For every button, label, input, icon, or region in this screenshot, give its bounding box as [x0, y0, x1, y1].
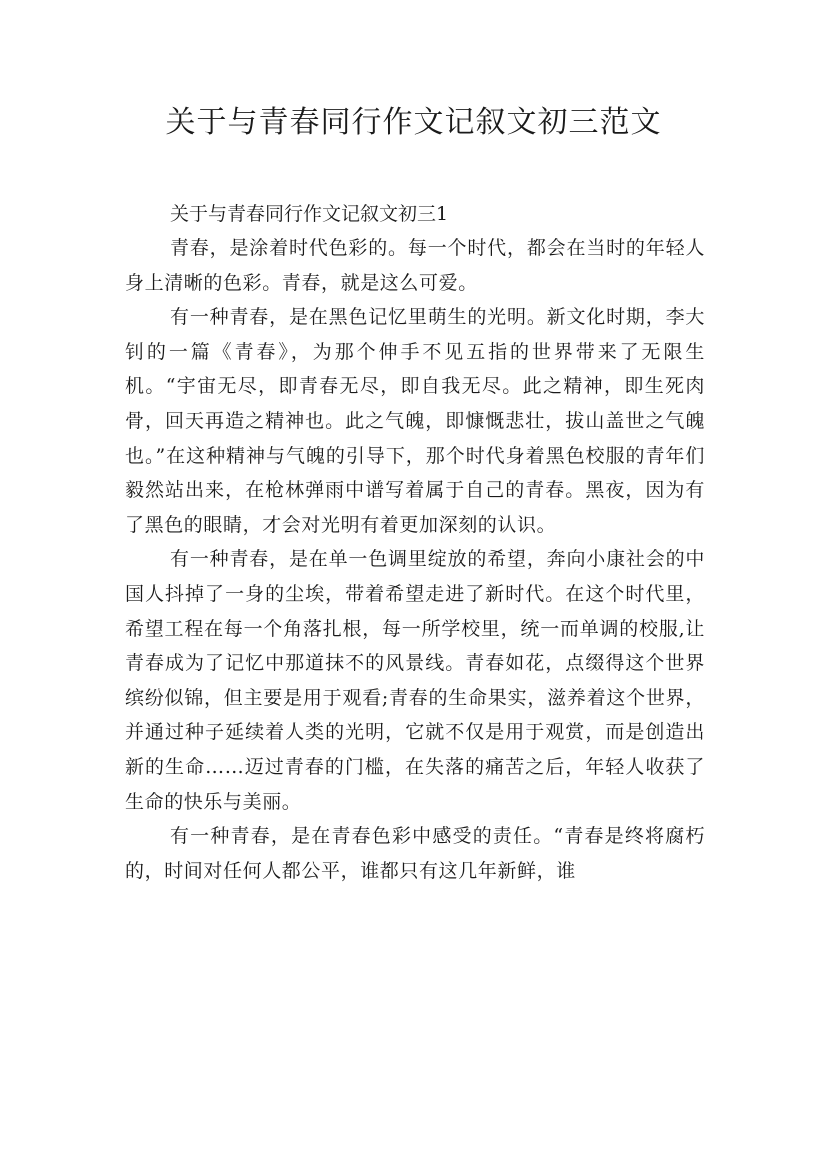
document-body	[125, 197, 705, 888]
paragraph-4: 有一种青春，是在青春色彩中感受的责任。“青春是终将腐朽的，时间对任何人都公平，谁都只有这几年新鲜，谁	[125, 825, 705, 882]
paragraph-2: 有一种青春，是在黑色记忆里萌生的光明。新文化时期，李大钊的一篇《青春》，为那个伸手不见五指的世界带来了无限生机。“宇宙无尽，即青春无尽，即自我无尽。此之精神，即生死肉骨，回天再造之精神也。此之气魄，即慷慨悲壮，拔山盖世之气魄也。”在这种精神与气魄的引导下，那个时代身着黑色校服的青年们毅然站出来，在枪林弹雨中谱写着属于自己的青春。黑夜，因为有了黑色的眼睛，才会对光明有着更加深刻的认识。	[125, 306, 705, 536]
paragraph-1: 青春，是涂着时代色彩的。每一个时代，都会在当时的年轻人身上清晰的色彩。青春，就是这么可爱。	[125, 237, 705, 294]
paragraph-3: 有一种青春，是在单一色调里绽放的希望，奔向小康社会的中国人抖掉了一身的尘埃，带着希望走进了新时代。在这个时代里，希望工程在每一个角落扎根，每一所学校里，统一而单调的校服,让青春成为了记忆中那道抹不的风景线。青春如花，点缀得这个世界缤纷似锦，但主要是用于观看;青春的生命果实，滋养着这个世界，并通过种子延续着人类的光明，它就不仅是用于观赏，而是创造出新的生命……迈过青春的门槛，在失落的痛苦之后，年轻人收获了生命的快乐与美丽。	[125, 548, 705, 813]
section-subtitle: 关于与青春同行作文记叙文初三1	[170, 203, 449, 225]
document-title: 关于与青春同行作文记叙文初三范文	[165, 105, 662, 140]
